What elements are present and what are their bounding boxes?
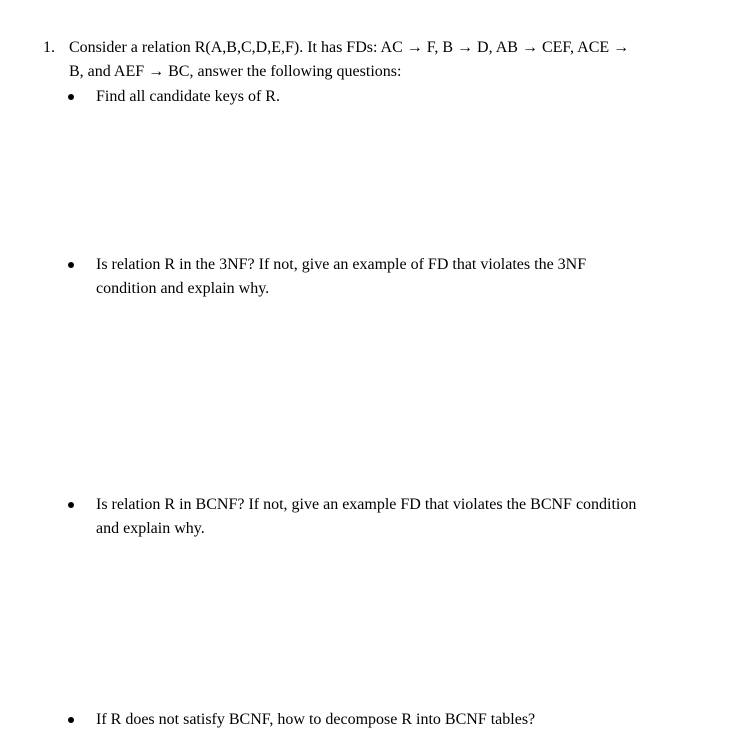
question-intro-line-1: Consider a relation R(A,B,C,D,E,F). It has FDs: AC → F, B → D, AB → CEF, ACE → <box>69 39 630 56</box>
item-text-line: Find all candidate keys of R. <box>96 88 280 105</box>
item-text-line: If R does not satisfy BCNF, how to decompose R into BCNF tables? <box>96 711 536 728</box>
item-text-line: and explain why. <box>96 520 205 537</box>
item-text-line: Is relation R in the 3NF? If not, give an example of FD that violates the 3NF <box>96 256 587 273</box>
bullet-icon <box>68 502 74 508</box>
bullet-icon <box>68 94 74 100</box>
item-text-line: Is relation R in BCNF? If not, give an example FD that violates the BCNF condition <box>96 496 637 513</box>
question-intro-line-2: B, and AEF → BC, answer the following questions: <box>69 63 402 80</box>
bullet-icon <box>68 717 74 723</box>
question-number: 1. <box>43 39 55 56</box>
bullet-icon <box>68 262 74 268</box>
item-text-line: condition and explain why. <box>96 280 270 297</box>
